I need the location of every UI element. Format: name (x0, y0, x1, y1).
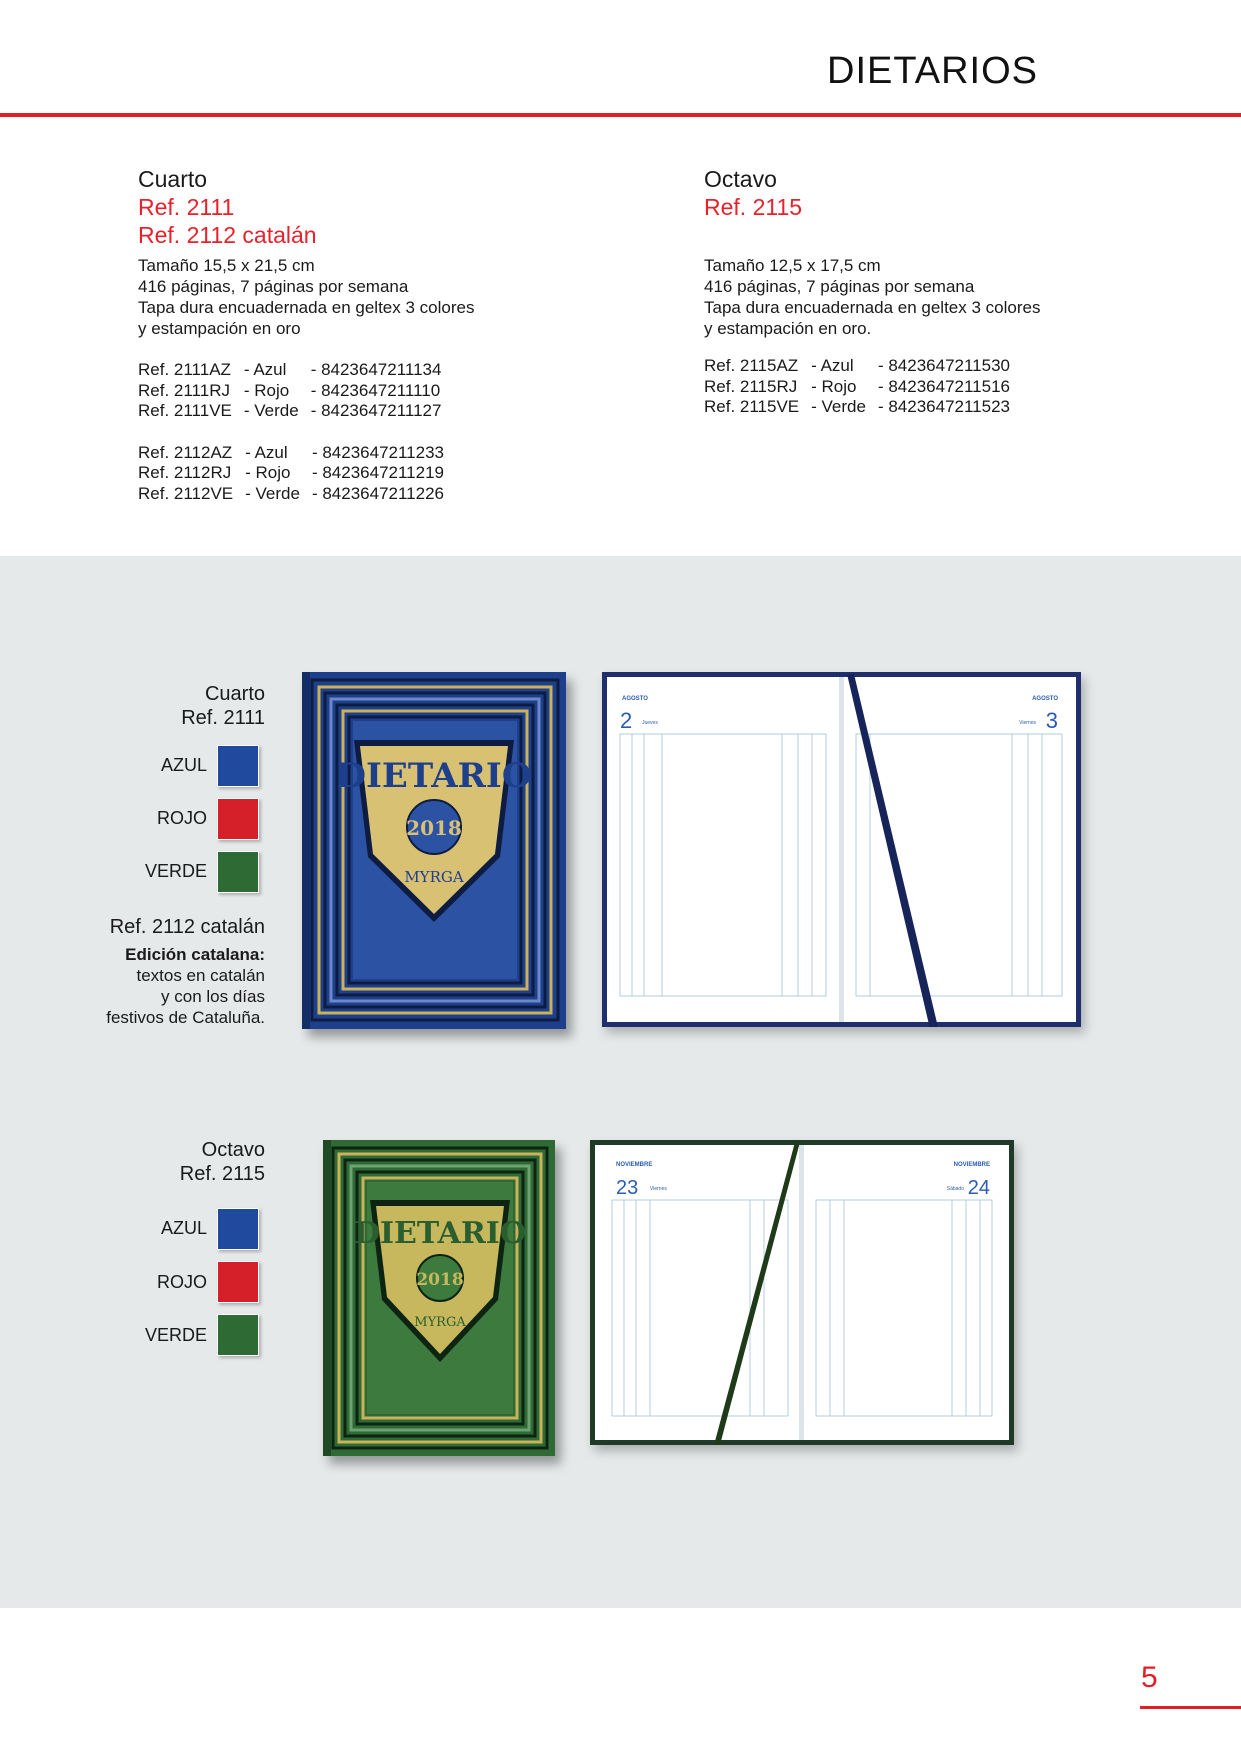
right-weekday: Sábado (946, 1186, 964, 1192)
octavo-desc-line: y estampación en oro. (704, 319, 872, 338)
code-ref: Ref. 2111VE (138, 401, 232, 420)
octavo-book-cover (323, 1140, 555, 1456)
cuarto-desc-line: Tamaño 15,5 x 21,5 cm (138, 256, 315, 275)
octavo-title: Octavo (704, 166, 777, 192)
right-day: 3 (1045, 708, 1058, 733)
color-swatch-azul (217, 1208, 259, 1250)
color-swatch-azul (217, 745, 259, 787)
octavo-spec (704, 165, 1124, 418)
cuarto-title: Cuarto (138, 166, 208, 192)
code-color: - Rojo (811, 376, 857, 396)
code-ref: Ref. 2112RJ (138, 463, 232, 482)
right-weekday: Viernes (1019, 720, 1036, 726)
showcase-octavo-title: Octavo (201, 1139, 265, 1161)
code-ref: Ref. 2115RJ (704, 376, 798, 396)
code-color: - Rojo (243, 380, 290, 400)
cuarto-open-planner (602, 672, 1081, 1027)
cover-word: DIETARIO (354, 1216, 526, 1251)
code-ean: - 8423647211110 (310, 380, 441, 400)
cuarto-codes-table-2112 (138, 443, 456, 505)
table-row (704, 377, 1022, 398)
cuarto-desc-line: y estampación en oro (138, 319, 301, 338)
swatch-label-verde: VERDE (144, 861, 207, 881)
left-weekday: Jueves (642, 720, 658, 726)
table-row (138, 360, 453, 381)
octavo-desc-line: Tamaño 12,5 x 17,5 cm (704, 256, 881, 275)
table-row (138, 463, 456, 484)
swatch-label-azul: AZUL (160, 755, 207, 775)
showcase-octavo-ref: Ref. 2115 (179, 1163, 265, 1185)
code-color: - Rojo (245, 463, 291, 482)
code-color: - Verde (245, 483, 300, 503)
left-day: 23 (616, 1177, 639, 1199)
octavo-ref-2115: Ref. 2115 (704, 194, 803, 220)
right-month: AGOSTO (1032, 696, 1058, 702)
octavo-open-planner (590, 1140, 1014, 1445)
table-row (138, 401, 453, 422)
code-ref: Ref. 2111RJ (138, 380, 230, 400)
code-ean: - 8423647211233 (311, 442, 444, 462)
code-ean: - 8423647211127 (310, 401, 442, 420)
code-ref: Ref. 2115VE (704, 397, 800, 416)
code-ean: - 8423647211516 (877, 376, 1010, 396)
cover-year: 2018 (406, 816, 462, 840)
code-ean: - 8423647211530 (877, 356, 1010, 375)
catalan-note (40, 944, 265, 1028)
swatch-label-rojo: ROJO (156, 1272, 207, 1292)
page-title: DIETARIOS (827, 50, 1038, 92)
right-day: 24 (967, 1177, 990, 1199)
table-row (704, 397, 1022, 418)
code-ean: - 8423647211134 (310, 360, 442, 379)
code-color: - Azul (811, 356, 854, 375)
code-ean: - 8423647211219 (311, 463, 444, 482)
color-swatch-verde (217, 1314, 259, 1356)
left-day: 2 (620, 708, 633, 733)
showcase-cuarto-ref: Ref. 2111 (181, 707, 265, 729)
catalan-note-heading: Edición catalana: (125, 945, 265, 964)
swatch-label-rojo: ROJO (156, 808, 207, 828)
catalan-note-line: festivos de Cataluña. (106, 1008, 265, 1027)
cover-year: 2018 (416, 1270, 464, 1290)
left-weekday: Viernes (650, 1186, 667, 1192)
cuarto-spec (138, 165, 558, 504)
catalan-note-line: y con los días (161, 987, 265, 1006)
cover-word: DIETARIO (336, 756, 532, 796)
color-swatch-rojo (217, 1261, 259, 1303)
code-ean: - 8423647211523 (877, 397, 1010, 416)
code-ref: Ref. 2111AZ (138, 360, 231, 379)
swatch-label-azul: AZUL (160, 1218, 207, 1238)
page-number-underline (1140, 1706, 1241, 1709)
cuarto-ref-2112: Ref. 2112 catalán (138, 222, 317, 248)
catalan-note-line: textos en catalán (136, 966, 265, 985)
left-month: AGOSTO (622, 696, 648, 702)
cuarto-codes-table-2111 (138, 360, 453, 422)
cuarto-desc-line: Tapa dura encuadernada en geltex 3 colores (138, 298, 475, 317)
code-color: - Azul (245, 442, 288, 462)
code-color: - Verde (811, 397, 866, 416)
showcase-cuarto-title: Cuarto (204, 683, 265, 705)
catalan-ref: Ref. 2112 catalán (109, 916, 265, 938)
table-row (138, 484, 456, 505)
page-number: 5 (1141, 1661, 1158, 1694)
octavo-codes-table (704, 356, 1022, 418)
left-month: NOVIEMBRE (616, 1162, 653, 1168)
cover-brand: MYRGA (404, 868, 464, 886)
code-color: - Azul (243, 360, 287, 379)
code-ean: - 8423647211226 (311, 483, 444, 503)
table-row (704, 356, 1022, 377)
table-row (138, 381, 453, 402)
header-divider (0, 113, 1241, 117)
octavo-desc-line: 416 páginas, 7 páginas por semana (704, 277, 975, 296)
swatch-label-verde: VERDE (144, 1325, 207, 1345)
code-ref: Ref. 2112AZ (138, 442, 233, 462)
cuarto-ref-2111: Ref. 2111 (138, 194, 235, 220)
cuarto-book-cover (302, 672, 566, 1029)
color-swatch-verde (217, 851, 259, 893)
right-month: NOVIEMBRE (953, 1162, 990, 1168)
cuarto-desc-line: 416 páginas, 7 páginas por semana (138, 277, 409, 296)
code-ref: Ref. 2112VE (138, 483, 234, 503)
code-ref: Ref. 2115AZ (704, 356, 799, 375)
octavo-desc-line: Tapa dura encuadernada en geltex 3 colores (704, 298, 1041, 317)
table-row (138, 443, 456, 464)
cover-brand: MYRGA (414, 1315, 466, 1330)
code-color: - Verde (243, 401, 299, 420)
color-swatch-rojo (217, 798, 259, 840)
